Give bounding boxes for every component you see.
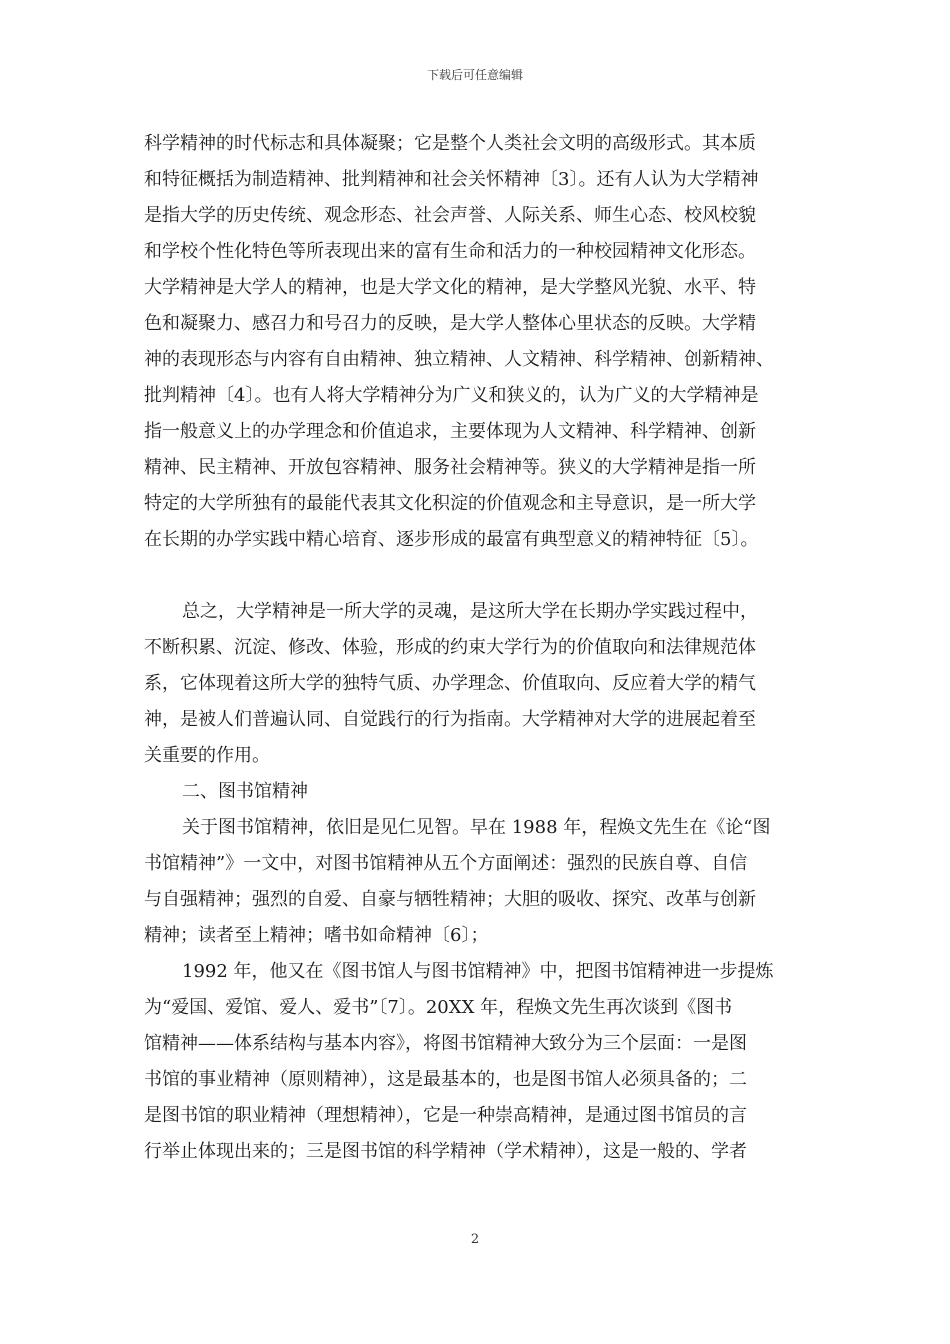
body-line: 批判精神〔4〕。也有人将大学精神分为广义和狭义的，认为广义的大学精神是 <box>144 385 759 406</box>
body-line: 大学精神是大学人的精神，也是大学文化的精神，是大学整风光貌、水平、特 <box>144 277 756 298</box>
body-line: 神的表现形态与内容有自由精神、独立精神、人文精神、科学精神、创新精神、 <box>144 349 774 370</box>
body-line: 书馆精神”》一文中，对图书馆精神从五个方面阐述：强烈的民族自尊、自信 <box>144 853 748 874</box>
document-body <box>144 126 808 1170</box>
body-line: 和特征概括为制造精神、批判精神和社会关怀精神〔3〕。还有人认为大学精神 <box>144 169 759 190</box>
page-number: 2 <box>470 1232 480 1247</box>
body-line: 精神、民主精神、开放包容精神、服务社会精神等。狭义的大学精神是指一所 <box>144 457 756 478</box>
body-line: 和学校个性化特色等所表现出来的富有生命和活力的一种校园精神文化形态。 <box>144 241 756 262</box>
section-heading: 二、图书馆精神 <box>182 781 308 802</box>
body-line: 书馆的事业精神（原则精神），这是最基本的，也是图书馆人必须具备的；二 <box>144 1069 747 1090</box>
paragraph-gap <box>144 558 808 594</box>
body-line: 在长期的办学实践中精心培育、逐步形成的最富有典型意义的精神特征〔5〕。 <box>144 529 759 550</box>
body-line: 指一般意义上的办学理念和价值追求，主要体现为人文精神、科学精神、创新 <box>144 421 756 442</box>
body-line: 不断积累、沉淀、修改、体验，形成的约束大学行为的价值取向和法律规范体 <box>144 637 756 658</box>
body-line: 是图书馆的职业精神（理想精神），它是一种崇高精神，是通过图书馆员的言 <box>144 1105 747 1126</box>
body-line: 特定的大学所独有的最能代表其文化积淀的价值观念和主导意识，是一所大学 <box>144 493 756 514</box>
body-line: 1992 年，他又在《图书馆人与图书馆精神》中，把图书馆精神进一步提炼 <box>182 961 774 982</box>
body-line: 是指大学的历史传统、观念形态、社会声誉、人际关系、师生心态、校风校貌 <box>144 205 756 226</box>
page-header: 下载后可任意编辑 <box>426 68 523 82</box>
body-line: 与自强精神；强烈的自爱、自豪与牺牲精神；大胆的吸收、探究、改革与创新 <box>144 889 756 910</box>
body-line: 神，是被人们普遍认同、自觉践行的行为指南。大学精神对大学的进展起着至 <box>144 709 756 730</box>
body-line: 行举止体现出来的；三是图书馆的科学精神（学术精神），这是一般的、学者 <box>144 1141 747 1162</box>
body-line: 科学精神的时代标志和具体凝聚；它是整个人类社会文明的高级形式。其本质 <box>144 133 756 154</box>
body-line: 色和凝聚力、感召力和号召力的反映，是大学人整体心里状态的反映。大学精 <box>144 313 756 334</box>
body-line: 关重要的作用。 <box>144 745 270 766</box>
body-line: 系，它体现着这所大学的独特气质、办学理念、价值取向、反应着大学的精气 <box>144 673 756 694</box>
body-line: 精神；读者至上精神；嗜书如命精神〔6〕； <box>144 925 489 946</box>
body-line: 总之，大学精神是一所大学的灵魂，是这所大学在长期办学实践过程中， <box>182 601 758 622</box>
body-line: 为“爱国、爱馆、爱人、爱书”〔7〕。20XX 年，程焕文先生再次谈到《图书 <box>144 997 733 1018</box>
body-line: 馆精神——体系结构与基本内容》，将图书馆精神大致分为三个层面：一是图 <box>144 1033 747 1054</box>
body-line: 关于图书馆精神，依旧是见仁见智。早在 1988 年，程焕文先生在《论“图 <box>182 817 771 838</box>
